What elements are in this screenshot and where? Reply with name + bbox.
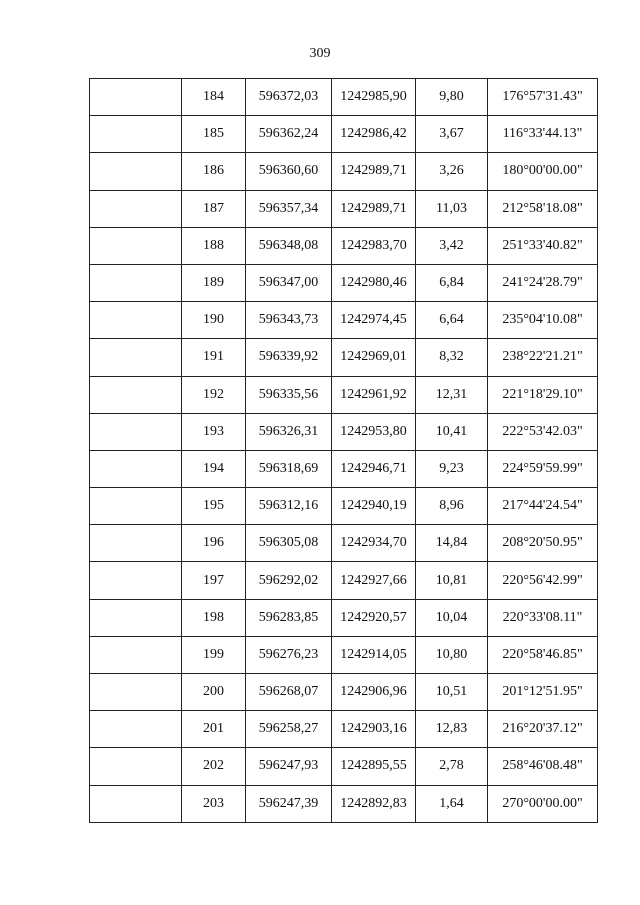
direction-angle-cell: 224°59'59.99" bbox=[488, 450, 598, 487]
parcel-cell bbox=[90, 413, 182, 450]
x-coordinate-cell: 596247,39 bbox=[246, 785, 332, 822]
x-coordinate-cell: 596312,16 bbox=[246, 488, 332, 525]
table-row bbox=[90, 79, 598, 116]
y-coordinate-cell: 1242974,45 bbox=[332, 302, 416, 339]
length-cell: 8,32 bbox=[416, 339, 488, 376]
direction-angle-cell: 217°44'24.54" bbox=[488, 488, 598, 525]
direction-angle-cell: 241°24'28.79" bbox=[488, 264, 598, 301]
parcel-cell bbox=[90, 785, 182, 822]
length-cell: 6,64 bbox=[416, 302, 488, 339]
x-coordinate-cell: 596258,27 bbox=[246, 711, 332, 748]
length-cell: 2,78 bbox=[416, 748, 488, 785]
point-number-cell: 186 bbox=[182, 153, 246, 190]
table-row bbox=[90, 636, 598, 673]
x-coordinate-cell: 596292,02 bbox=[246, 562, 332, 599]
x-coordinate-cell: 596339,92 bbox=[246, 339, 332, 376]
length-cell: 3,26 bbox=[416, 153, 488, 190]
direction-angle-cell: 222°53'42.03" bbox=[488, 413, 598, 450]
point-number-cell: 203 bbox=[182, 785, 246, 822]
direction-angle-cell: 270°00'00.00" bbox=[488, 785, 598, 822]
table-row bbox=[90, 227, 598, 264]
x-coordinate-cell: 596268,07 bbox=[246, 674, 332, 711]
x-coordinate-cell: 596360,60 bbox=[246, 153, 332, 190]
point-number-cell: 197 bbox=[182, 562, 246, 599]
point-number-cell: 187 bbox=[182, 190, 246, 227]
parcel-cell bbox=[90, 562, 182, 599]
point-number-cell: 184 bbox=[182, 79, 246, 116]
x-coordinate-cell: 596347,00 bbox=[246, 264, 332, 301]
length-cell: 10,04 bbox=[416, 599, 488, 636]
point-number-cell: 191 bbox=[182, 339, 246, 376]
direction-angle-cell: 235°04'10.08" bbox=[488, 302, 598, 339]
parcel-cell bbox=[90, 376, 182, 413]
length-cell: 10,51 bbox=[416, 674, 488, 711]
parcel-cell bbox=[90, 153, 182, 190]
point-number-cell: 189 bbox=[182, 264, 246, 301]
length-cell: 12,31 bbox=[416, 376, 488, 413]
table-row bbox=[90, 488, 598, 525]
direction-angle-cell: 208°20'50.95" bbox=[488, 525, 598, 562]
y-coordinate-cell: 1242940,19 bbox=[332, 488, 416, 525]
parcel-cell bbox=[90, 525, 182, 562]
y-coordinate-cell: 1242989,71 bbox=[332, 153, 416, 190]
page-number: 309 bbox=[309, 46, 331, 61]
x-coordinate-cell: 596362,24 bbox=[246, 116, 332, 153]
x-coordinate-cell: 596305,08 bbox=[246, 525, 332, 562]
x-coordinate-cell: 596343,73 bbox=[246, 302, 332, 339]
point-number-cell: 194 bbox=[182, 450, 246, 487]
point-number-cell: 190 bbox=[182, 302, 246, 339]
point-number-cell: 196 bbox=[182, 525, 246, 562]
table-row bbox=[90, 785, 598, 822]
direction-angle-cell: 216°20'37.12" bbox=[488, 711, 598, 748]
y-coordinate-cell: 1242985,90 bbox=[332, 79, 416, 116]
table-row bbox=[90, 302, 598, 339]
point-number-cell: 192 bbox=[182, 376, 246, 413]
point-number-cell: 195 bbox=[182, 488, 246, 525]
length-cell: 10,81 bbox=[416, 562, 488, 599]
x-coordinate-cell: 596372,03 bbox=[246, 79, 332, 116]
table-row bbox=[90, 562, 598, 599]
parcel-cell bbox=[90, 674, 182, 711]
x-coordinate-cell: 596348,08 bbox=[246, 227, 332, 264]
point-number-cell: 201 bbox=[182, 711, 246, 748]
length-cell: 3,67 bbox=[416, 116, 488, 153]
parcel-cell bbox=[90, 190, 182, 227]
table-row bbox=[90, 264, 598, 301]
y-coordinate-cell: 1242920,57 bbox=[332, 599, 416, 636]
y-coordinate-cell: 1242914,05 bbox=[332, 636, 416, 673]
parcel-cell bbox=[90, 711, 182, 748]
y-coordinate-cell: 1242927,66 bbox=[332, 562, 416, 599]
parcel-cell bbox=[90, 302, 182, 339]
direction-angle-cell: 238°22'21.21" bbox=[488, 339, 598, 376]
table-row bbox=[90, 748, 598, 785]
length-cell: 11,03 bbox=[416, 190, 488, 227]
direction-angle-cell: 220°33'08.11" bbox=[488, 599, 598, 636]
y-coordinate-cell: 1242892,83 bbox=[332, 785, 416, 822]
y-coordinate-cell: 1242983,70 bbox=[332, 227, 416, 264]
x-coordinate-cell: 596326,31 bbox=[246, 413, 332, 450]
parcel-cell bbox=[90, 599, 182, 636]
y-coordinate-cell: 1242906,96 bbox=[332, 674, 416, 711]
parcel-cell bbox=[90, 748, 182, 785]
parcel-cell bbox=[90, 116, 182, 153]
table-row bbox=[90, 190, 598, 227]
direction-angle-cell: 201°12'51.95" bbox=[488, 674, 598, 711]
length-cell: 6,84 bbox=[416, 264, 488, 301]
direction-angle-cell: 220°58'46.85" bbox=[488, 636, 598, 673]
table-row bbox=[90, 153, 598, 190]
length-cell: 9,23 bbox=[416, 450, 488, 487]
point-number-cell: 185 bbox=[182, 116, 246, 153]
parcel-cell bbox=[90, 450, 182, 487]
parcel-cell bbox=[90, 636, 182, 673]
length-cell: 9,80 bbox=[416, 79, 488, 116]
y-coordinate-cell: 1242969,01 bbox=[332, 339, 416, 376]
parcel-cell bbox=[90, 264, 182, 301]
y-coordinate-cell: 1242989,71 bbox=[332, 190, 416, 227]
length-cell: 3,42 bbox=[416, 227, 488, 264]
point-number-cell: 193 bbox=[182, 413, 246, 450]
parcel-cell bbox=[90, 488, 182, 525]
direction-angle-cell: 176°57'31.43" bbox=[488, 79, 598, 116]
length-cell: 8,96 bbox=[416, 488, 488, 525]
direction-angle-cell: 220°56'42.99" bbox=[488, 562, 598, 599]
parcel-cell bbox=[90, 227, 182, 264]
point-number-cell: 200 bbox=[182, 674, 246, 711]
length-cell: 12,83 bbox=[416, 711, 488, 748]
parcel-cell bbox=[90, 79, 182, 116]
y-coordinate-cell: 1242986,42 bbox=[332, 116, 416, 153]
y-coordinate-cell: 1242934,70 bbox=[332, 525, 416, 562]
y-coordinate-cell: 1242953,80 bbox=[332, 413, 416, 450]
table-row bbox=[90, 339, 598, 376]
table-row bbox=[90, 116, 598, 153]
direction-angle-cell: 212°58'18.08" bbox=[488, 190, 598, 227]
parcel-cell bbox=[90, 339, 182, 376]
direction-angle-cell: 251°33'40.82" bbox=[488, 227, 598, 264]
table-row bbox=[90, 525, 598, 562]
direction-angle-cell: 180°00'00.00" bbox=[488, 153, 598, 190]
direction-angle-cell: 221°18'29.10" bbox=[488, 376, 598, 413]
coordinates-table-body bbox=[90, 79, 598, 823]
x-coordinate-cell: 596335,56 bbox=[246, 376, 332, 413]
length-cell: 10,80 bbox=[416, 636, 488, 673]
table-row bbox=[90, 599, 598, 636]
y-coordinate-cell: 1242903,16 bbox=[332, 711, 416, 748]
table-row bbox=[90, 413, 598, 450]
direction-angle-cell: 116°33'44.13" bbox=[488, 116, 598, 153]
point-number-cell: 202 bbox=[182, 748, 246, 785]
y-coordinate-cell: 1242961,92 bbox=[332, 376, 416, 413]
length-cell: 14,84 bbox=[416, 525, 488, 562]
x-coordinate-cell: 596283,85 bbox=[246, 599, 332, 636]
table-row bbox=[90, 674, 598, 711]
x-coordinate-cell: 596357,34 bbox=[246, 190, 332, 227]
direction-angle-cell: 258°46'08.48" bbox=[488, 748, 598, 785]
length-cell: 1,64 bbox=[416, 785, 488, 822]
table-row bbox=[90, 376, 598, 413]
x-coordinate-cell: 596247,93 bbox=[246, 748, 332, 785]
x-coordinate-cell: 596276,23 bbox=[246, 636, 332, 673]
length-cell: 10,41 bbox=[416, 413, 488, 450]
point-number-cell: 199 bbox=[182, 636, 246, 673]
point-number-cell: 188 bbox=[182, 227, 246, 264]
coordinates-table bbox=[89, 78, 598, 823]
y-coordinate-cell: 1242946,71 bbox=[332, 450, 416, 487]
y-coordinate-cell: 1242980,46 bbox=[332, 264, 416, 301]
point-number-cell: 198 bbox=[182, 599, 246, 636]
x-coordinate-cell: 596318,69 bbox=[246, 450, 332, 487]
y-coordinate-cell: 1242895,55 bbox=[332, 748, 416, 785]
table-row bbox=[90, 711, 598, 748]
table-row bbox=[90, 450, 598, 487]
